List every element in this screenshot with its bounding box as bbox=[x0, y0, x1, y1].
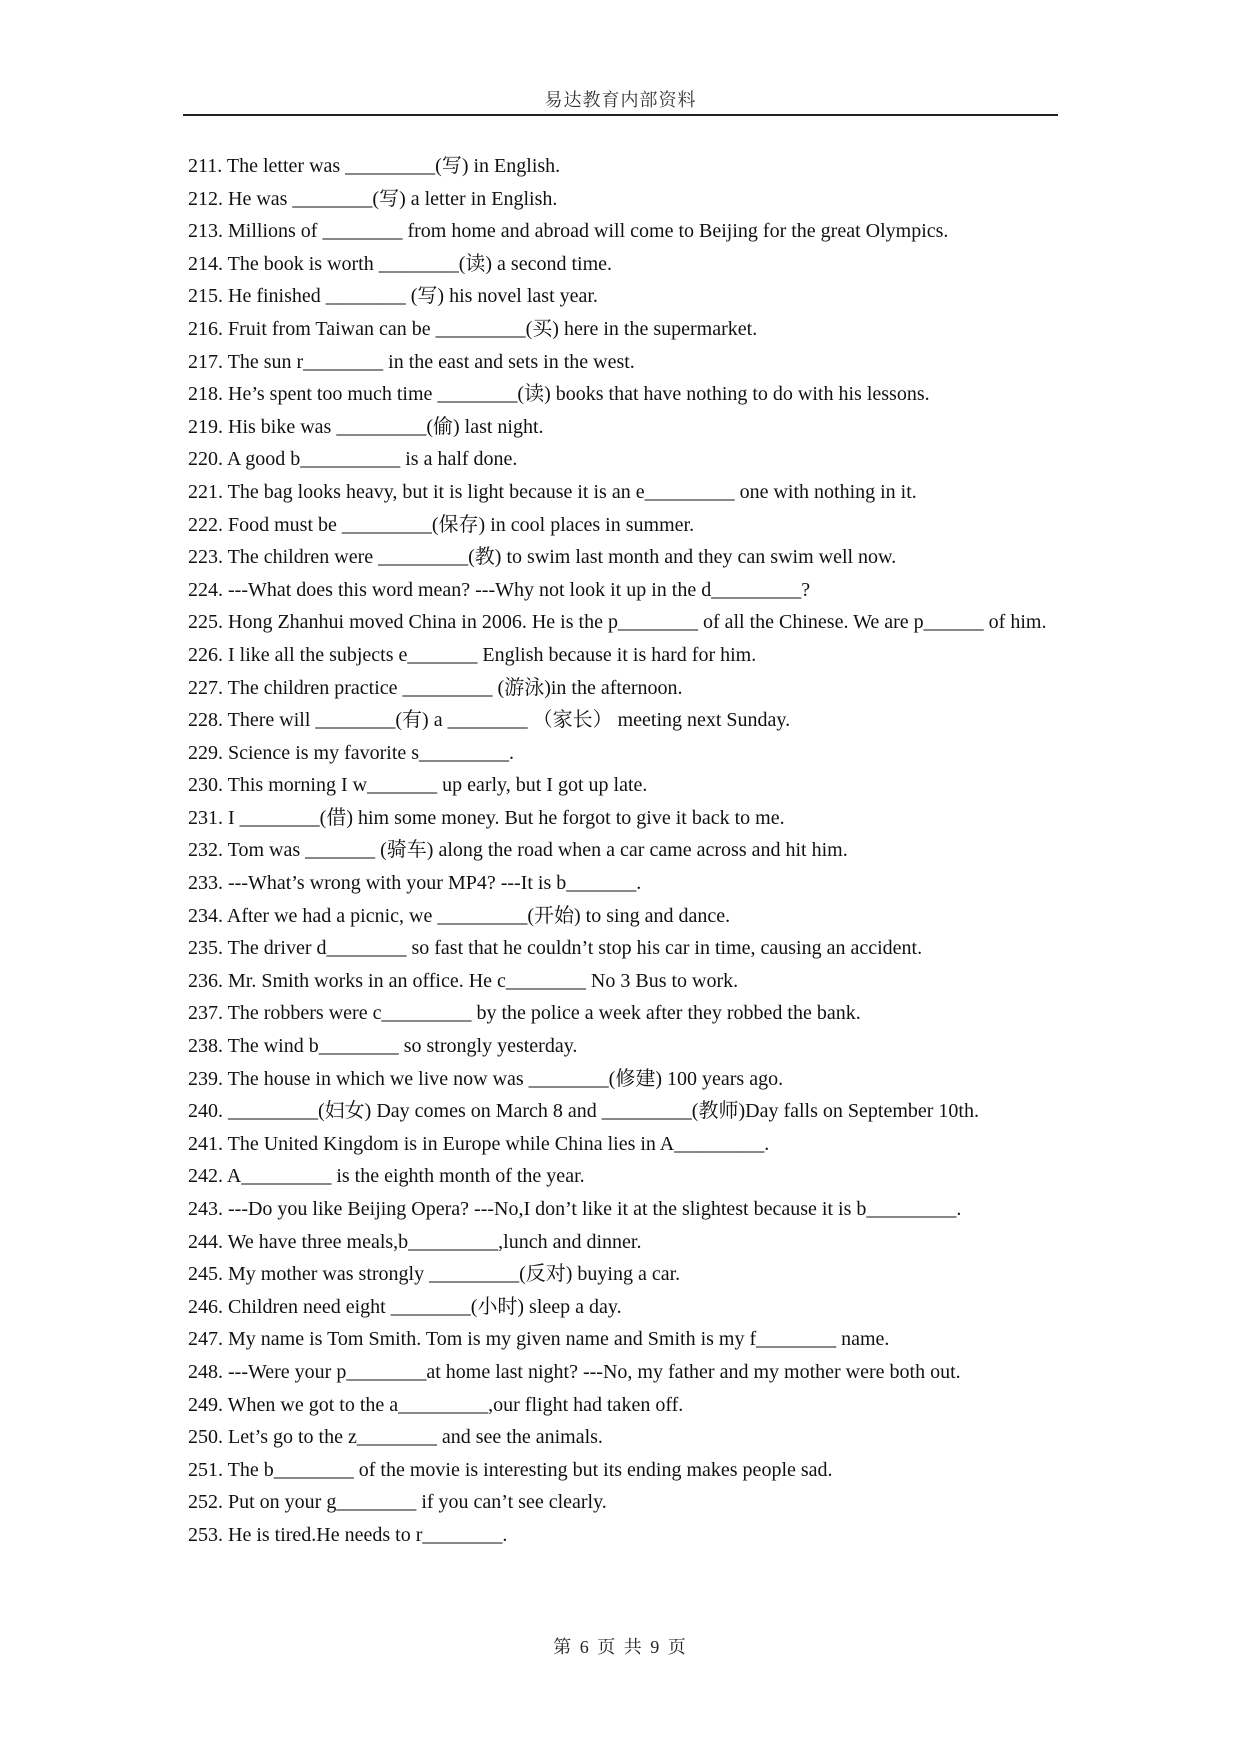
exercise-item: 252. Put on your g________ if you can’t see clearly. bbox=[188, 1491, 607, 1514]
exercise-item: 216. Fruit from Taiwan can be _________(买) here in the supermarket. bbox=[188, 317, 758, 340]
exercise-item: 232. Tom was _______ (骑车) along the road when a car came across and hit him. bbox=[188, 839, 848, 862]
exercise-item: 229. Science is my favorite s_________. bbox=[188, 741, 515, 764]
exercise-item: 242. A_________ is the eighth month of the year. bbox=[188, 1165, 585, 1188]
exercise-item: 225. Hong Zhanhui moved China in 2006. He is the p________ of all the Chinese. We are p______ of him. bbox=[188, 611, 1047, 634]
exercise-item: 238. The wind b________ so strongly yesterday. bbox=[188, 1035, 578, 1058]
exercise-item: 249. When we got to the a_________,our flight had taken off. bbox=[188, 1393, 684, 1416]
exercise-item: 220. A good b__________ is a half done. bbox=[188, 448, 518, 471]
exercise-item: 244. We have three meals,b_________,lunch and dinner. bbox=[188, 1230, 642, 1253]
exercise-item: 230. This morning I w_______ up early, but I got up late. bbox=[188, 774, 648, 797]
exercise-item: 227. The children practice _________ (游泳)in the afternoon. bbox=[188, 676, 683, 699]
exercise-item: 234. After we had a picnic, we _________(开始) to sing and dance. bbox=[188, 904, 731, 927]
exercise-item: 218. He’s spent too much time ________(读) books that have nothing to do with his lessons. bbox=[188, 383, 930, 406]
exercise-item: 215. He finished ________ (写) his novel last year. bbox=[188, 285, 598, 308]
exercise-item: 243. ---Do you like Beijing Opera? ---No,I don’t like it at the slightest because it is b_________. bbox=[188, 1198, 962, 1220]
exercise-item: 248. ---Were your p________at home last night? ---No, my father and my mother were both out. bbox=[188, 1360, 961, 1383]
exercise-item: 245. My mother was strongly _________(反对) buying a car. bbox=[188, 1263, 681, 1286]
exercise-item: 240. _________(妇女) Day comes on March 8 and _________(教师)Day falls on September 10th. bbox=[188, 1100, 979, 1123]
page-number: 第 6 页 共 9 页 bbox=[553, 1637, 688, 1657]
exercise-item: 239. The house in which we live now was ________(修建) 100 years ago. bbox=[188, 1067, 784, 1090]
exercise-item: 213. Millions of ________ from home and abroad will come to Beijing for the great Olympics. bbox=[188, 220, 949, 243]
exercise-item: 214. The book is worth ________(读) a second time. bbox=[188, 252, 613, 275]
exercise-item: 223. The children were _________(教) to swim last month and they can swim well now. bbox=[188, 546, 897, 569]
exercise-item: 217. The sun r________ in the east and sets in the west. bbox=[188, 350, 635, 373]
exercise-item: 228. There will ________(有) a ________ （家长） meeting next Sunday. bbox=[188, 709, 791, 732]
exercise-item: 247. My name is Tom Smith. Tom is my given name and Smith is my f________ name. bbox=[188, 1328, 890, 1351]
exercise-item: 253. He is tired.He needs to r________. bbox=[188, 1523, 508, 1546]
header-divider bbox=[183, 114, 1058, 116]
exercise-item: 212. He was ________(写) a letter in English. bbox=[188, 187, 558, 210]
exercise-list bbox=[188, 150, 1056, 1552]
exercise-item: 224. ---What does this word mean? ---Why not look it up in the d_________? bbox=[188, 578, 811, 601]
exercise-item: 251. The b________ of the movie is interesting but its ending makes people sad. bbox=[188, 1458, 833, 1481]
exercise-item: 246. Children need eight ________(小时) sleep a day. bbox=[188, 1295, 622, 1318]
exercise-item: 231. I ________(借) him some money. But he forgot to give it back to me. bbox=[188, 806, 785, 829]
exercise-item: 226. I like all the subjects e_______ English because it is hard for him. bbox=[188, 643, 757, 666]
exercise-item: 222. Food must be _________(保存) in cool places in summer. bbox=[188, 513, 695, 536]
exercise-item: 250. Let’s go to the z________ and see the animals. bbox=[188, 1426, 603, 1449]
page-header-title: 易达教育内部资料 bbox=[544, 90, 697, 110]
exercise-item: 221. The bag looks heavy, but it is light because it is an e_________ one with nothing in it. bbox=[188, 480, 917, 503]
exercise-item: 219. His bike was _________(偷) last night. bbox=[188, 415, 544, 438]
exercise-item: 241. The United Kingdom is in Europe while China lies in A_________. bbox=[188, 1132, 770, 1155]
exercise-item: 237. The robbers were c_________ by the police a week after they robbed the bank. bbox=[188, 1002, 861, 1025]
exercise-item: 233. ---What’s wrong with your MP4? ---It is b_______. bbox=[188, 872, 642, 895]
exercise-item: 211. The letter was _________(写) in English. bbox=[188, 155, 561, 177]
exercise-item: 235. The driver d________ so fast that he couldn’t stop his car in time, causing an accident. bbox=[188, 937, 923, 960]
exercise-item: 236. Mr. Smith works in an office. He c________ No 3 Bus to work. bbox=[188, 969, 739, 992]
